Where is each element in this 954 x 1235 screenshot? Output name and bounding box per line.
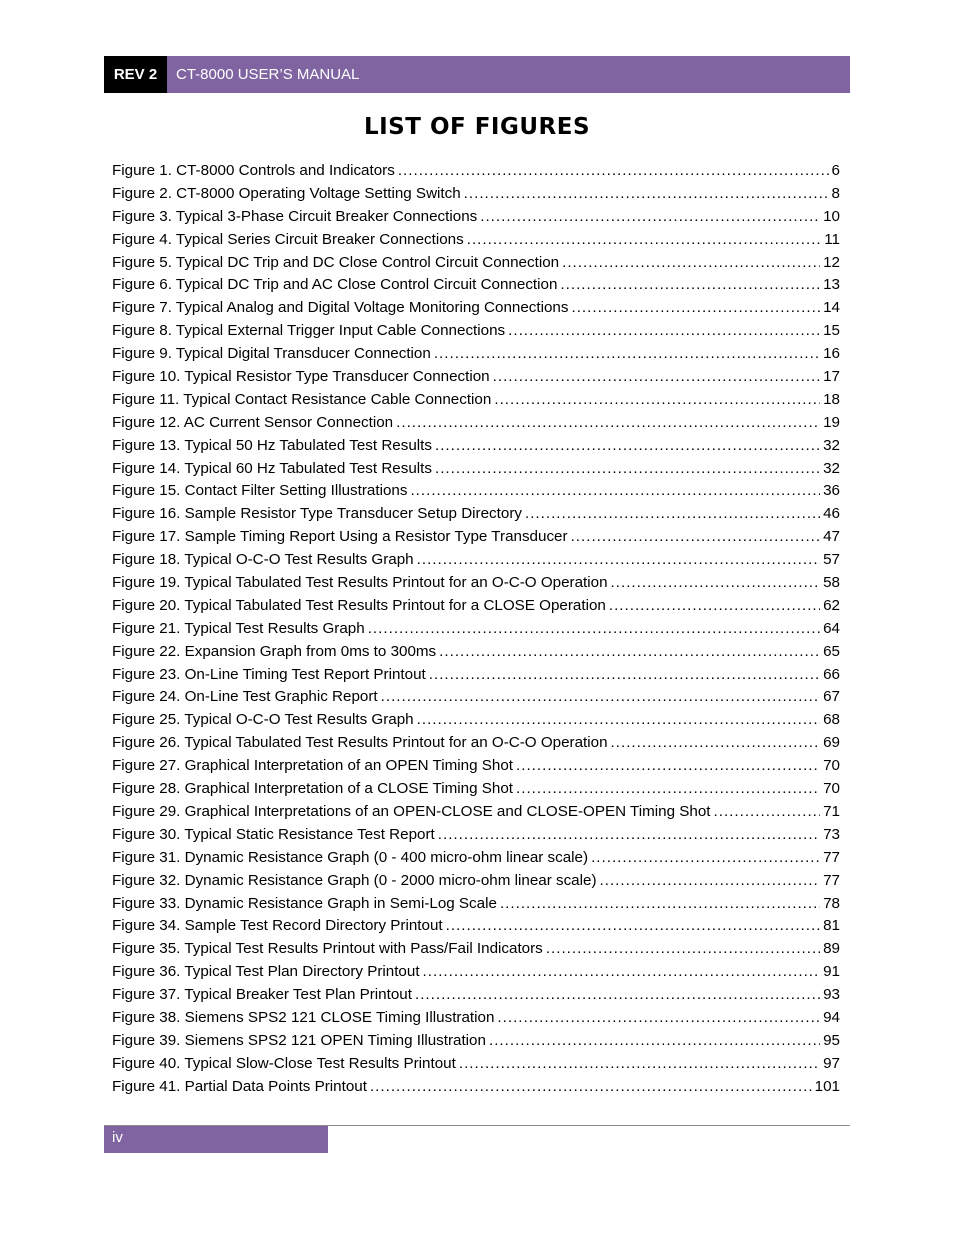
figure-entry[interactable] <box>112 252 840 275</box>
dot-leader <box>500 893 820 916</box>
figure-page-number[interactable]: 101 <box>814 1077 840 1095</box>
dot-leader <box>562 252 820 275</box>
dot-leader <box>415 984 820 1007</box>
figure-title[interactable]: Figure 21. Typical Test Results Graph <box>112 619 365 637</box>
dot-leader <box>609 595 820 618</box>
figure-page-number[interactable]: 57 <box>823 551 840 569</box>
figure-entry[interactable] <box>112 778 840 801</box>
figure-title[interactable]: Figure 9. Typical Digital Transducer Connection <box>112 345 431 363</box>
figure-entry[interactable] <box>112 847 840 870</box>
figure-entry[interactable] <box>112 938 840 961</box>
figure-title[interactable]: Figure 35. Typical Test Results Printout with Pass/Fail Indicators <box>112 940 543 958</box>
figure-page-number[interactable]: 91 <box>823 963 840 981</box>
dot-leader <box>493 366 820 389</box>
figure-entry[interactable] <box>112 526 840 549</box>
dot-leader <box>560 274 820 297</box>
figure-page-number[interactable]: 70 <box>823 780 840 798</box>
figure-title[interactable]: Figure 24. On-Line Test Graphic Report <box>112 688 378 706</box>
page-title: LIST OF FIGURES <box>363 114 591 140</box>
figure-entry[interactable] <box>112 709 840 732</box>
figure-page-number[interactable]: 62 <box>823 596 840 614</box>
dot-leader <box>417 709 820 732</box>
figure-page-number[interactable]: 12 <box>823 253 840 271</box>
dot-leader <box>494 389 820 412</box>
figure-title[interactable]: Figure 11. Typical Contact Resistance Cable Connection <box>112 390 492 408</box>
figure-page-number[interactable]: 70 <box>823 757 840 775</box>
figure-title[interactable]: Figure 19. Typical Tabulated Test Results Printout for an O-C-O Operation <box>112 574 608 592</box>
figure-title[interactable]: Figure 7. Typical Analog and Digital Voltage Monitoring Connections <box>112 299 569 317</box>
figure-entry[interactable] <box>112 183 840 206</box>
figure-page-number[interactable]: 77 <box>823 848 840 866</box>
figure-entry[interactable] <box>112 618 840 641</box>
dot-leader <box>611 572 821 595</box>
figure-title[interactable]: Figure 32. Dynamic Resistance Graph (0 - 2000 micro-ohm linear scale) <box>112 871 597 889</box>
dot-leader <box>611 732 821 755</box>
figures-list <box>112 160 840 1099</box>
figure-title[interactable]: Figure 29. Graphical Interpretations of an OPEN-CLOSE and CLOSE-OPEN Timing Shot <box>112 802 711 820</box>
figure-title[interactable]: Figure 25. Typical O-C-O Test Results Graph <box>112 711 414 729</box>
dot-leader <box>410 480 820 503</box>
figure-page-number[interactable]: 15 <box>823 322 840 340</box>
dot-leader <box>435 458 820 481</box>
figure-entry[interactable] <box>112 824 840 847</box>
figure-entry[interactable] <box>112 893 840 916</box>
figure-title[interactable]: Figure 37. Typical Breaker Test Plan Printout <box>112 986 412 1004</box>
dot-leader <box>516 755 820 778</box>
dot-leader <box>497 1007 820 1030</box>
dot-leader <box>417 549 820 572</box>
dot-leader <box>398 160 829 183</box>
figure-page-number[interactable]: 47 <box>823 528 840 546</box>
figure-entry[interactable] <box>112 1076 840 1099</box>
figure-entry[interactable] <box>112 915 840 938</box>
figure-entry[interactable] <box>112 343 840 366</box>
dot-leader <box>435 435 820 458</box>
figure-page-number[interactable]: 14 <box>823 299 840 317</box>
dot-leader <box>591 847 820 870</box>
dot-leader <box>508 320 820 343</box>
figure-page-number[interactable]: 94 <box>823 1008 840 1026</box>
figure-entry[interactable] <box>112 412 840 435</box>
footer-page-number: iv <box>104 1126 328 1153</box>
dot-leader <box>459 1053 820 1076</box>
figure-title[interactable]: Figure 1. CT-8000 Controls and Indicators <box>112 162 395 179</box>
figure-page-number[interactable]: 97 <box>823 1054 840 1072</box>
figure-title[interactable]: Figure 8. Typical External Trigger Input Cable Connections <box>112 322 506 340</box>
figure-page-number[interactable]: 68 <box>823 711 840 729</box>
figure-entry[interactable] <box>112 206 840 229</box>
figure-entry[interactable] <box>112 435 840 458</box>
figure-title[interactable]: Figure 28. Graphical Interpretation of a CLOSE Timing Shot <box>112 780 513 798</box>
figure-page-number[interactable]: 16 <box>823 345 840 363</box>
figure-entry[interactable] <box>112 1030 840 1053</box>
page-header <box>104 56 850 93</box>
figure-page-number[interactable]: 19 <box>823 413 840 431</box>
figure-entry[interactable] <box>112 229 840 252</box>
figure-page-number[interactable]: 18 <box>823 390 840 408</box>
figure-title[interactable]: Figure 27. Graphical Interpretation of an OPEN Timing Shot <box>112 757 513 775</box>
dot-leader <box>368 618 820 641</box>
figure-page-number[interactable]: 6 <box>831 162 840 179</box>
figure-entry[interactable] <box>112 366 840 389</box>
figure-title[interactable]: Figure 3. Typical 3-Phase Circuit Breaker Connections <box>112 207 478 225</box>
figure-page-number[interactable]: 67 <box>823 688 840 706</box>
dot-leader <box>434 343 820 366</box>
figure-title[interactable]: Figure 13. Typical 50 Hz Tabulated Test Results <box>112 436 432 454</box>
figure-page-number[interactable]: 73 <box>823 825 840 843</box>
figure-page-number[interactable]: 65 <box>823 642 840 660</box>
figure-page-number[interactable]: 58 <box>823 574 840 592</box>
figure-entry[interactable] <box>112 961 840 984</box>
figure-title[interactable]: Figure 38. Siemens SPS2 121 CLOSE Timing Illustration <box>112 1008 495 1026</box>
figure-page-number[interactable]: 93 <box>823 986 840 1004</box>
figure-page-number[interactable]: 89 <box>823 940 840 958</box>
figure-entry[interactable] <box>112 274 840 297</box>
figure-entry[interactable] <box>112 595 840 618</box>
dot-leader <box>429 664 820 687</box>
figure-title[interactable]: Figure 36. Typical Test Plan Directory Printout <box>112 963 420 981</box>
dot-leader <box>480 206 820 229</box>
figure-page-number[interactable]: 32 <box>823 436 840 454</box>
figure-title[interactable]: Figure 4. Typical Series Circuit Breaker Connections <box>112 230 464 248</box>
figure-entry[interactable] <box>112 549 840 572</box>
figure-page-number[interactable]: 78 <box>823 894 840 912</box>
figure-title[interactable]: Figure 12. AC Current Sensor Connection <box>112 413 394 431</box>
figure-entry[interactable] <box>112 686 840 709</box>
figure-page-number[interactable]: 95 <box>823 1031 840 1049</box>
figure-page-number[interactable]: 10 <box>823 207 840 225</box>
dot-leader <box>439 641 820 664</box>
manual-title: CT-8000 USER’S MANUAL <box>167 56 850 93</box>
dot-leader <box>446 915 820 938</box>
dot-leader <box>571 297 820 320</box>
dot-leader <box>714 801 821 824</box>
figure-page-number[interactable]: 8 <box>831 184 840 202</box>
dot-leader <box>464 183 829 206</box>
figure-page-number[interactable]: 32 <box>823 459 840 477</box>
dot-leader <box>423 961 821 984</box>
figure-entry[interactable] <box>112 389 840 412</box>
figure-title[interactable]: Figure 18. Typical O-C-O Test Results Graph <box>112 551 414 569</box>
figure-entry[interactable] <box>112 1053 840 1076</box>
figure-page-number[interactable]: 36 <box>823 482 840 500</box>
figure-page-number[interactable]: 77 <box>823 871 840 889</box>
figure-title[interactable]: Figure 16. Sample Resistor Type Transducer Setup Directory <box>112 505 522 523</box>
dot-leader <box>438 824 820 847</box>
figure-page-number[interactable]: 69 <box>823 734 840 752</box>
figure-page-number[interactable]: 71 <box>823 802 840 820</box>
figure-entry[interactable] <box>112 984 840 1007</box>
figure-entry[interactable] <box>112 503 840 526</box>
dot-leader <box>370 1076 812 1099</box>
dot-leader <box>600 870 821 893</box>
figure-title[interactable]: Figure 17. Sample Timing Report Using a Resistor Type Transducer <box>112 528 568 546</box>
figure-entry[interactable] <box>112 801 840 824</box>
figure-title[interactable]: Figure 14. Typical 60 Hz Tabulated Test Results <box>112 459 432 477</box>
figure-entry[interactable] <box>112 458 840 481</box>
figure-title[interactable]: Figure 34. Sample Test Record Directory Printout <box>112 917 443 935</box>
figure-page-number[interactable]: 17 <box>823 368 840 386</box>
dot-leader <box>381 686 820 709</box>
figure-entry[interactable] <box>112 641 840 664</box>
figure-title[interactable]: Figure 40. Typical Slow-Close Test Results Printout <box>112 1054 456 1072</box>
figure-title[interactable]: Figure 6. Typical DC Trip and AC Close Control Circuit Connection <box>112 276 558 294</box>
figure-entry[interactable] <box>112 320 840 343</box>
figure-entry[interactable] <box>112 480 840 503</box>
figure-page-number[interactable]: 11 <box>824 230 840 248</box>
figure-title[interactable]: Figure 41. Partial Data Points Printout <box>112 1077 367 1095</box>
figure-title[interactable]: Figure 15. Contact Filter Setting Illustrations <box>112 482 408 500</box>
figure-page-number[interactable]: 64 <box>823 619 840 637</box>
dot-leader <box>467 229 822 252</box>
dot-leader <box>546 938 820 961</box>
dot-leader <box>516 778 820 801</box>
figure-page-number[interactable]: 46 <box>823 505 840 523</box>
figure-entry[interactable] <box>112 572 840 595</box>
dot-leader <box>489 1030 820 1053</box>
dot-leader <box>571 526 821 549</box>
figure-title[interactable]: Figure 30. Typical Static Resistance Test Report <box>112 825 435 843</box>
figure-title[interactable]: Figure 5. Typical DC Trip and DC Close Control Circuit Connection <box>112 253 560 271</box>
figure-entry[interactable] <box>112 297 840 320</box>
figure-title[interactable]: Figure 22. Expansion Graph from 0ms to 300ms <box>112 642 437 660</box>
figure-entry[interactable] <box>112 664 840 687</box>
figure-title[interactable]: Figure 20. Typical Tabulated Test Results Printout for a CLOSE Operation <box>112 596 606 614</box>
figure-title[interactable]: Figure 33. Dynamic Resistance Graph in Semi-Log Scale <box>112 894 497 912</box>
figure-page-number[interactable]: 13 <box>823 276 840 294</box>
dot-leader <box>396 412 820 435</box>
figure-title[interactable]: Figure 10. Typical Resistor Type Transducer Connection <box>112 368 490 386</box>
figure-entry[interactable] <box>112 732 840 755</box>
revision-label: REV 2 <box>104 56 167 93</box>
figure-entry[interactable] <box>112 870 840 893</box>
figure-page-number[interactable]: 81 <box>823 917 840 935</box>
figure-entry[interactable] <box>112 160 840 183</box>
dot-leader <box>525 503 820 526</box>
figure-page-number[interactable]: 66 <box>823 665 840 683</box>
figure-entry[interactable] <box>112 755 840 778</box>
figure-entry[interactable] <box>112 1007 840 1030</box>
figure-title[interactable]: Figure 31. Dynamic Resistance Graph (0 - 400 micro-ohm linear scale) <box>112 848 589 866</box>
figure-title[interactable]: Figure 26. Typical Tabulated Test Results Printout for an O-C-O Operation <box>112 734 608 752</box>
figure-title[interactable]: Figure 23. On-Line Timing Test Report Printout <box>112 665 426 683</box>
figure-title[interactable]: Figure 2. CT-8000 Operating Voltage Setting Switch <box>112 184 461 202</box>
figure-title[interactable]: Figure 39. Siemens SPS2 121 OPEN Timing Illustration <box>112 1031 486 1049</box>
